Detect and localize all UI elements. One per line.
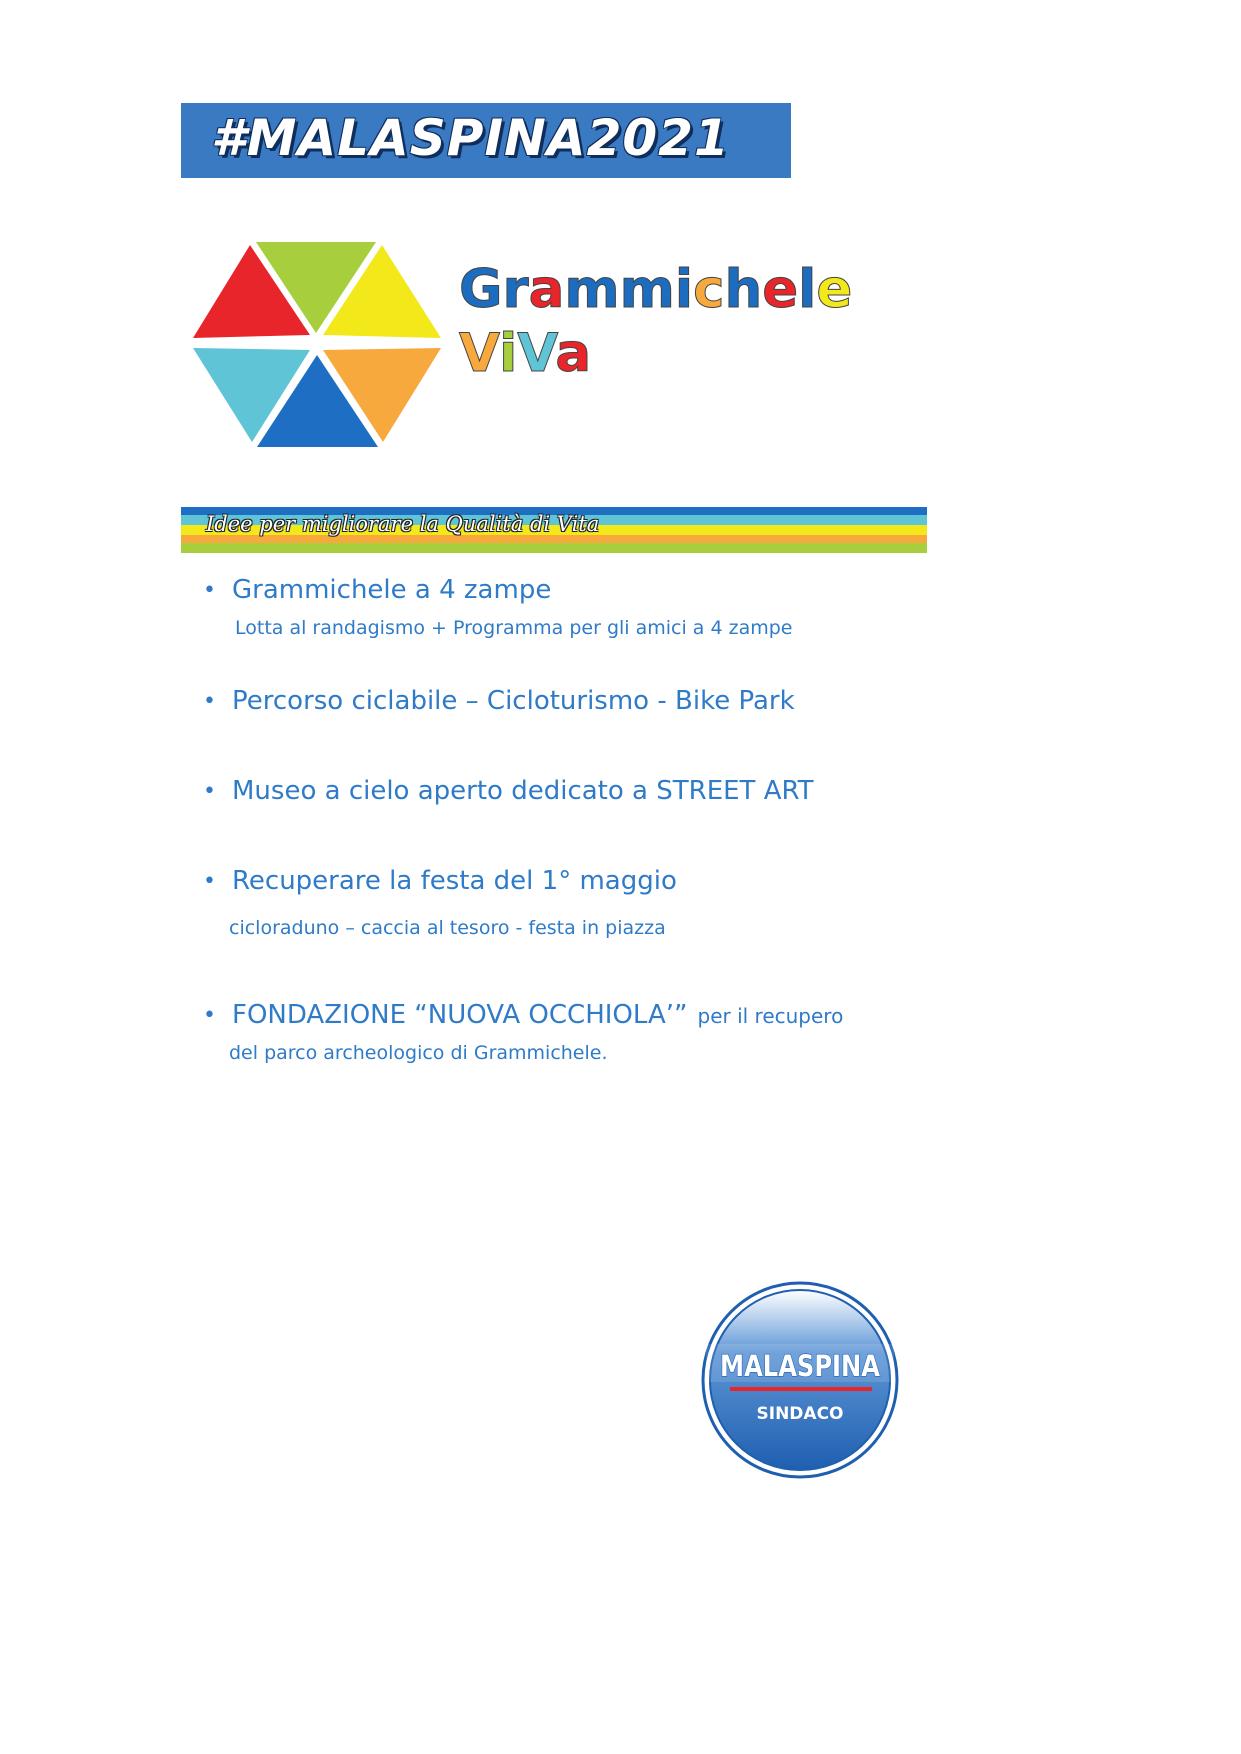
tagline-text: Idee per migliorare la Qualità di Vita bbox=[206, 512, 600, 536]
idea-title: Museo a cielo aperto dedicato a STREET ART bbox=[232, 776, 814, 806]
grammichele-letter: r bbox=[502, 259, 529, 320]
bullet-icon: • bbox=[203, 689, 216, 714]
idea-subtitle: Lotta al randagismo + Programma per gli amici a 4 zampe bbox=[235, 617, 793, 639]
grammichele-letter: m bbox=[564, 259, 620, 320]
bullet-icon: • bbox=[203, 869, 216, 894]
stripe-green bbox=[181, 543, 927, 553]
brand-line-grammichele bbox=[459, 258, 852, 322]
idea-title: Percorso ciclabile – Cicloturismo - Bike Park bbox=[232, 686, 795, 716]
bullet-icon: • bbox=[203, 779, 216, 804]
bullet-icon: • bbox=[203, 1003, 216, 1028]
idea-title: Recuperare la festa del 1° maggio bbox=[232, 866, 677, 896]
grammichele-letter: a bbox=[528, 259, 565, 320]
viva-letter: V bbox=[459, 323, 500, 384]
grammichele-letter: l bbox=[798, 259, 817, 320]
seal-name: MALASPINA bbox=[720, 1349, 881, 1383]
seal-role: SINDACO bbox=[756, 1404, 844, 1424]
hashtag-title: #MALASPINA2021 bbox=[211, 109, 730, 167]
viva-letter: i bbox=[499, 323, 518, 384]
grammichele-letter: i bbox=[674, 259, 694, 320]
grammichele-letter: c bbox=[693, 259, 725, 320]
idea-subtitle: cicloraduno – caccia al tesoro - festa in piazza bbox=[229, 917, 666, 939]
hashtag-banner bbox=[181, 103, 791, 178]
viva-letter: V bbox=[517, 323, 556, 384]
grammichele-letter: m bbox=[619, 259, 675, 320]
brand-line-viva bbox=[459, 322, 852, 386]
bullet-icon: • bbox=[203, 578, 216, 603]
idea-title-main: FONDAZIONE “NUOVA OCCHIOLA’” bbox=[232, 1000, 688, 1030]
tagline-band bbox=[181, 507, 927, 553]
idea-subtitle: del parco archeologico di Grammichele. bbox=[229, 1042, 608, 1064]
hexagon-logo-icon bbox=[190, 240, 444, 450]
brand-wordmark bbox=[459, 258, 852, 386]
stripe-orange bbox=[181, 535, 927, 543]
idea-title: Grammichele a 4 zampe bbox=[232, 575, 552, 605]
grammichele-letter: e bbox=[762, 259, 799, 320]
grammichele-letter: h bbox=[724, 259, 763, 320]
idea-title-suffix: per il recupero bbox=[697, 1004, 844, 1028]
idea-title bbox=[232, 1000, 843, 1030]
viva-letter: a bbox=[555, 323, 592, 384]
grammichele-letter: G bbox=[459, 259, 503, 320]
malaspina-sindaco-seal bbox=[700, 1280, 900, 1480]
grammichele-letter: e bbox=[816, 259, 853, 320]
